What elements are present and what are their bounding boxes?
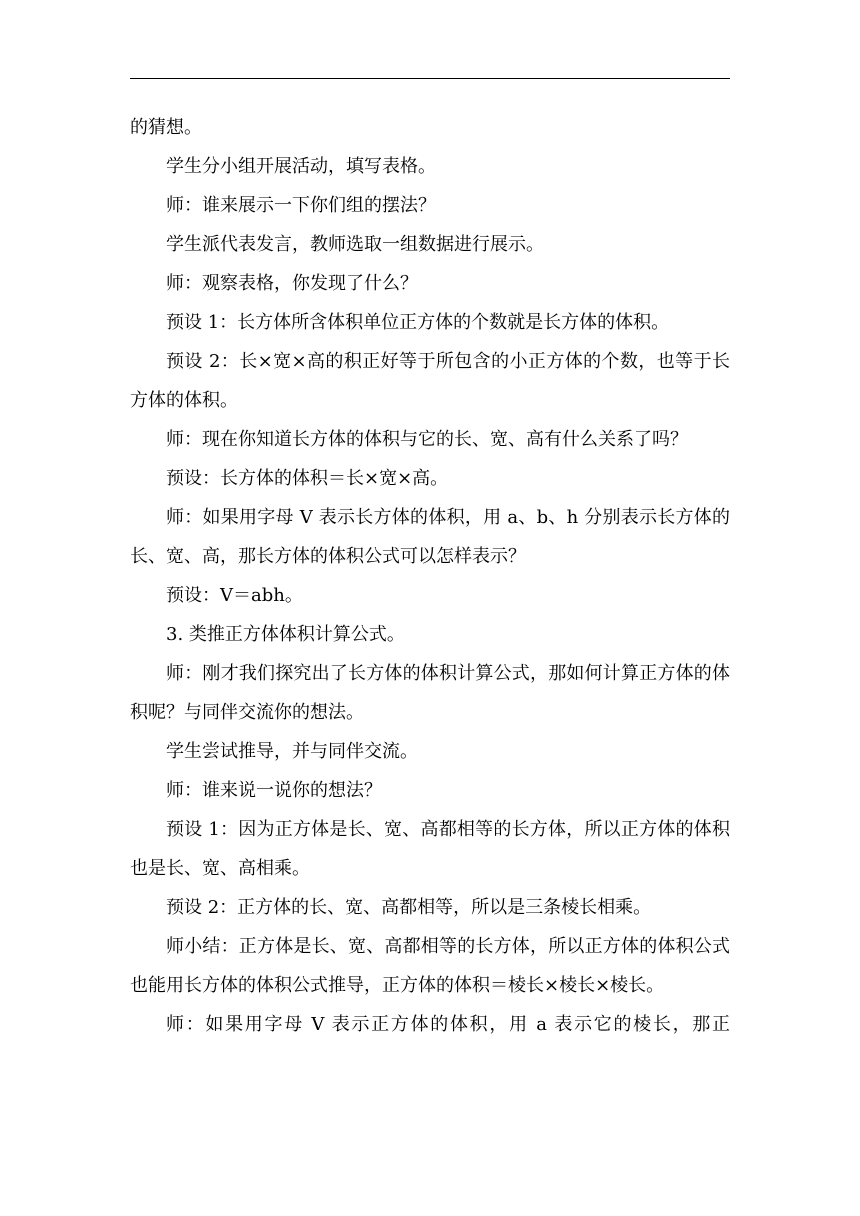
paragraph-14: 学生尝试推导，并与同伴交流。 bbox=[166, 741, 418, 762]
paragraph-18: 师小结：正方体是长、宽、高都相等的长方体，所以正方体的体积公式也能用长方体的体积公式推导，正方体的体积＝棱长×棱长×棱长。 bbox=[130, 936, 730, 996]
paragraph-1: 的猜想。 bbox=[130, 117, 202, 138]
paragraph-19: 师：如果用字母 V 表示正方体的体积，用 a 表示它的棱长，那正 bbox=[166, 1014, 730, 1035]
paragraph-5: 师：观察表格，你发现了什么？ bbox=[166, 273, 418, 294]
paragraph-6: 预设 1：长方体所含体积单位正方体的个数就是长方体的体积。 bbox=[166, 312, 670, 333]
paragraph-7: 预设 2：长×宽×高的积正好等于所包含的小正方体的个数，也等于长方体的体积。 bbox=[130, 351, 730, 411]
paragraph-11: 预设：V＝abh。 bbox=[166, 585, 303, 606]
paragraph-8: 师：现在你知道长方体的体积与它的长、宽、高有什么关系了吗？ bbox=[166, 429, 688, 450]
paragraph-2: 学生分小组开展活动，填写表格。 bbox=[166, 156, 436, 177]
paragraph-4: 学生派代表发言，教师选取一组数据进行展示。 bbox=[166, 234, 544, 255]
paragraph-3: 师：谁来展示一下你们组的摆法？ bbox=[166, 195, 436, 216]
paragraph-10: 师：如果用字母 V 表示长方体的体积，用 a、b、h 分别表示长方体的长、宽、高，那长方体的体积公式可以怎样表示？ bbox=[130, 507, 730, 567]
paragraph-16: 预设 1：因为正方体是长、宽、高都相等的长方体，所以正方体的体积也是长、宽、高相乘。 bbox=[130, 819, 730, 879]
paragraph-12: 3. 类推正方体体积计算公式。 bbox=[166, 624, 405, 645]
paragraph-13: 师：刚才我们探究出了长方体的体积计算公式，那如何计算正方体的体积呢？与同伴交流你的想法。 bbox=[130, 663, 730, 723]
page-body bbox=[130, 108, 730, 1044]
paragraph-15: 师：谁来说一说你的想法？ bbox=[166, 780, 382, 801]
paragraph-9: 预设：长方体的体积＝长×宽×高。 bbox=[166, 468, 449, 489]
header-rule bbox=[130, 78, 730, 79]
paragraph-17: 预设 2：正方体的长、宽、高都相等，所以是三条棱长相乘。 bbox=[166, 897, 652, 918]
